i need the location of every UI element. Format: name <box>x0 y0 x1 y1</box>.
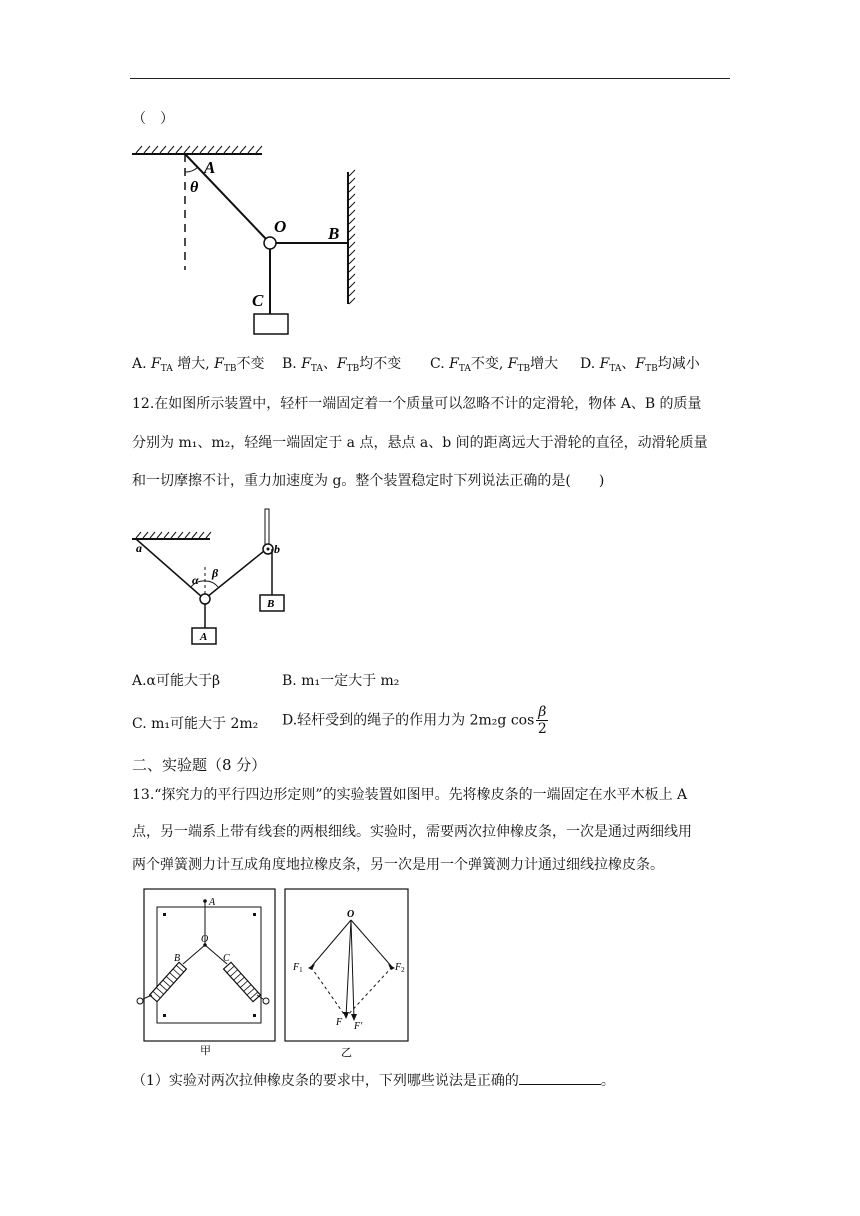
q12-option-d-fraction: $\frac{\beta}{2}$ <box>537 704 547 737</box>
q11-label-A: A <box>204 158 216 177</box>
q11-option-b: B. $F_{TA}$、$F_{TB}$均不变 <box>282 356 402 374</box>
jia-label-B: B <box>174 953 181 964</box>
q12-figure <box>128 505 298 650</box>
section-2-title: 二、实验题（8 分） <box>132 756 267 774</box>
jia-caption: 甲 <box>200 1045 211 1057</box>
jia-label-C: C <box>223 953 230 964</box>
yi-label-F-prime: F′ <box>354 1021 363 1032</box>
q13-figure-yi <box>284 888 410 1058</box>
yi-label-F2: $F_2$ <box>395 962 405 974</box>
q13-stem-line3: 两个弹簧测力计互成角度地拉橡皮条，另一次是用一个弹簧测力计通过细线拉橡皮条。 <box>132 857 664 873</box>
q11-figure <box>128 140 368 340</box>
yi-label-F1: $F_1$ <box>293 962 303 974</box>
q11-label-theta: θ <box>190 179 199 196</box>
jia-label-A: A <box>209 897 216 908</box>
q12-label-B: B <box>267 598 275 610</box>
q12-option-d: D.轻杆受到的绳子的作用力为 2m₂g cos $\frac{\beta}{2}$ <box>282 704 547 737</box>
q13-figure-jia <box>143 888 277 1058</box>
q12-stem-line1: 12.在如图所示装置中，轻杆一端固定着一个质量可以忽略不计的定滑轮，物体 A、B 的质量 <box>132 396 702 412</box>
q13-stem-line1: 13.“探究力的平行四边形定则”的实验装置如图甲。先将橡皮条的一端固定在水平木板上 A <box>132 787 688 803</box>
header-rule <box>130 78 730 79</box>
q13-stem-line2: 点，另一端系上带有线套的两根细线。实验时，需要两次拉伸橡皮条，一次是通过两细线用 <box>132 824 692 840</box>
q11-label-B: B <box>328 224 340 243</box>
q13-sub1: （1）实验对两次拉伸橡皮条的要求中，下列哪些说法是正确的 。 <box>132 1073 615 1089</box>
yi-caption: 乙 <box>341 1047 352 1059</box>
q11-label-O: O <box>274 217 287 236</box>
jia-label-O: O <box>201 934 209 945</box>
q11-label-C: C <box>252 291 264 310</box>
yi-label-O: O <box>347 909 355 920</box>
q13-sub1-answer-blank <box>519 1072 601 1085</box>
q12-stem-line2: 分别为 m₁、m₂，轻绳一端固定于 a 点，悬点 a、b 间的距离远大于滑轮的直径，动滑轮质量 <box>132 435 708 451</box>
q11-option-a: A. $F_{TA}$ 增大, $F_{TB}$不变 <box>132 356 265 374</box>
q12-label-alpha: α <box>192 573 199 587</box>
q12-stem-line3: 和一切摩擦不计，重力加速度为 g。整个装置稳定时下列说法正确的是( ) <box>132 473 605 489</box>
q12-label-a: a <box>136 541 142 555</box>
q12-label-beta: β <box>212 566 219 580</box>
q11-option-d: D. $F_{TA}$、$F_{TB}$均减小 <box>580 356 700 374</box>
q11-answer-paren: （ ） <box>132 111 174 127</box>
q12-option-b: B. m₁一定大于 m₂ <box>282 673 400 689</box>
q12-label-b: b <box>274 542 280 556</box>
q12-option-a: A.α可能大于β <box>132 673 221 689</box>
yi-label-F: F <box>336 1017 343 1028</box>
q11-option-c: C. $F_{TA}$不变, $F_{TB}$增大 <box>430 356 559 374</box>
q12-label-A: A <box>200 631 208 643</box>
q12-option-c: C. m₁可能大于 2m₂ <box>132 716 259 732</box>
